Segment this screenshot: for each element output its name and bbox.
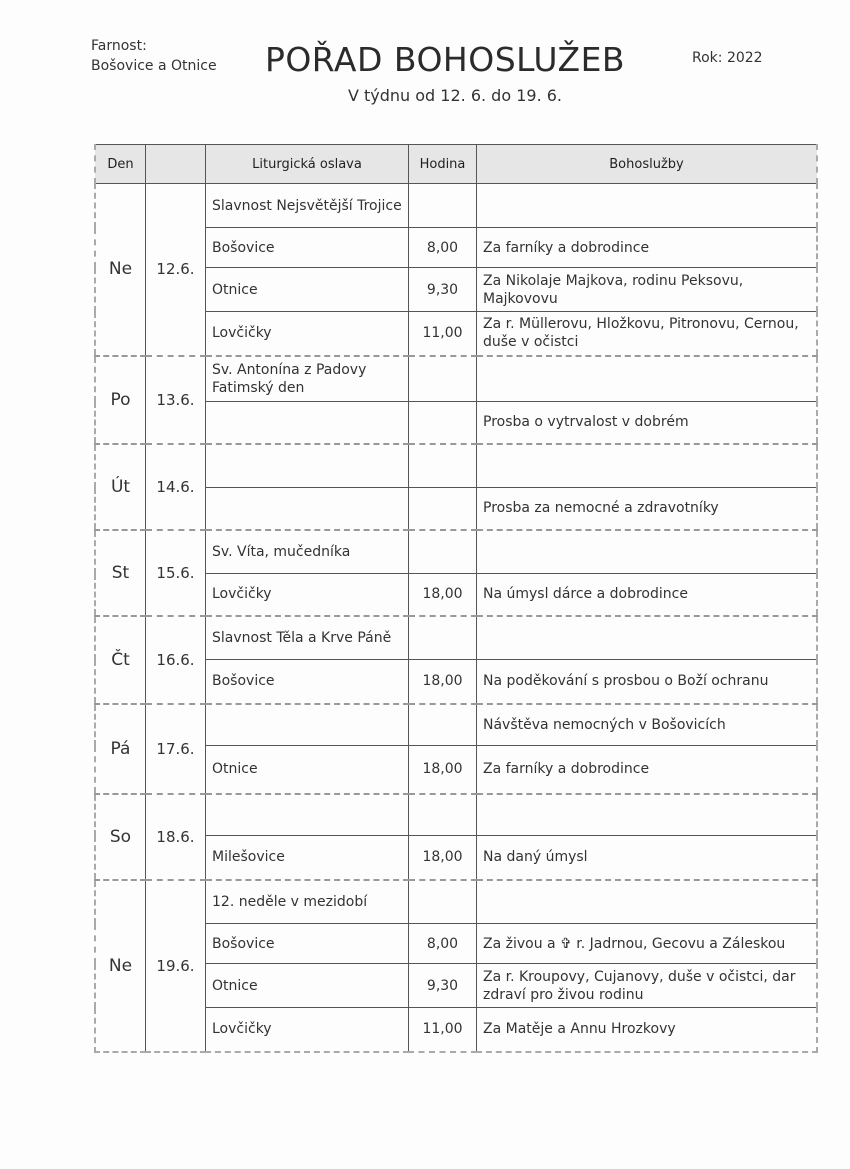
col-header-den: Den bbox=[95, 145, 146, 184]
parish-label: Farnost: bbox=[91, 38, 147, 54]
schedule-body bbox=[95, 184, 817, 1052]
service-cell: Za živou a ✞ r. Jadrnou, Gecovu a Záleskou bbox=[477, 924, 818, 964]
liturgy-cell: Sv. Antonína z Padovy Fatimský den bbox=[206, 356, 409, 402]
date-cell: 17.6. bbox=[146, 704, 206, 794]
service-cell: Za Nikolaje Majkova, rodinu Peksovu, Majkovovu bbox=[477, 268, 818, 312]
hour-cell bbox=[409, 704, 477, 746]
liturgy-cell: Milešovice bbox=[206, 836, 409, 880]
service-cell: Prosba za nemocné a zdravotníky bbox=[477, 488, 818, 530]
table-row bbox=[95, 444, 817, 488]
liturgy-cell: 12. neděle v mezidobí bbox=[206, 880, 409, 924]
liturgy-cell bbox=[206, 704, 409, 746]
hour-cell: 11,00 bbox=[409, 312, 477, 356]
service-cell: Za Matěje a Annu Hrozkovy bbox=[477, 1008, 818, 1052]
date-cell: 15.6. bbox=[146, 530, 206, 616]
table-row bbox=[95, 356, 817, 402]
day-name-cell: Po bbox=[95, 356, 146, 444]
col-header-services: Bohoslužby bbox=[477, 145, 818, 184]
service-cell bbox=[477, 794, 818, 836]
hour-cell bbox=[409, 880, 477, 924]
liturgy-cell: Otnice bbox=[206, 268, 409, 312]
week-subtitle-text: V týdnu od 12. 6. do 19. 6. bbox=[347, 86, 563, 105]
table-row bbox=[95, 530, 817, 574]
service-cell: Na poděkování s prosbou o Boží ochranu bbox=[477, 660, 818, 704]
liturgy-cell bbox=[206, 444, 409, 488]
week-subtitle bbox=[0, 86, 850, 105]
hour-cell: 9,30 bbox=[409, 964, 477, 1008]
day-name-cell: So bbox=[95, 794, 146, 880]
liturgy-cell: Bošovice bbox=[206, 660, 409, 704]
service-cell: Za r. Müllerovu, Hložkovu, Pitronovu, Cernou, duše v očistci bbox=[477, 312, 818, 356]
liturgy-cell: Slavnost Nejsvětější Trojice bbox=[206, 184, 409, 228]
liturgy-cell: Slavnost Těla a Krve Páně bbox=[206, 616, 409, 660]
hour-cell: 18,00 bbox=[409, 660, 477, 704]
hour-cell bbox=[409, 530, 477, 574]
liturgy-cell: Sv. Víta, mučedníka bbox=[206, 530, 409, 574]
date-cell: 19.6. bbox=[146, 880, 206, 1052]
liturgy-cell: Otnice bbox=[206, 964, 409, 1008]
hour-cell bbox=[409, 356, 477, 402]
liturgy-cell: Bošovice bbox=[206, 924, 409, 964]
parish-name: Bošovice a Otnice bbox=[91, 58, 217, 74]
date-cell: 16.6. bbox=[146, 616, 206, 704]
service-cell bbox=[477, 356, 818, 402]
table-row bbox=[95, 616, 817, 660]
table-row bbox=[95, 794, 817, 836]
service-cell: Prosba o vytrvalost v dobrém bbox=[477, 402, 818, 444]
service-cell bbox=[477, 880, 818, 924]
service-cell: Za r. Kroupovy, Cujanovy, duše v očistci, dar zdraví pro živou rodinu bbox=[477, 964, 818, 1008]
service-cell: Za farníky a dobrodince bbox=[477, 746, 818, 794]
service-cell: Návštěva nemocných v Bošovicích bbox=[477, 704, 818, 746]
day-name-cell: Út bbox=[95, 444, 146, 530]
hour-cell bbox=[409, 402, 477, 444]
day-name-cell: Čt bbox=[95, 616, 146, 704]
date-cell: 12.6. bbox=[146, 184, 206, 356]
liturgy-cell bbox=[206, 488, 409, 530]
hour-cell: 8,00 bbox=[409, 924, 477, 964]
day-name-cell: Pá bbox=[95, 704, 146, 794]
liturgy-cell: Otnice bbox=[206, 746, 409, 794]
service-cell bbox=[477, 616, 818, 660]
table-header-row bbox=[95, 145, 817, 184]
hour-cell bbox=[409, 184, 477, 228]
liturgy-cell bbox=[206, 402, 409, 444]
service-cell bbox=[477, 444, 818, 488]
hour-cell: 18,00 bbox=[409, 746, 477, 794]
service-cell: Na úmysl dárce a dobrodince bbox=[477, 574, 818, 616]
hour-cell: 9,30 bbox=[409, 268, 477, 312]
table-row bbox=[95, 704, 817, 746]
col-header-hour: Hodina bbox=[409, 145, 477, 184]
schedule-table bbox=[94, 144, 818, 1053]
table-row bbox=[95, 184, 817, 228]
hour-cell: 18,00 bbox=[409, 574, 477, 616]
date-cell: 13.6. bbox=[146, 356, 206, 444]
day-name-cell: St bbox=[95, 530, 146, 616]
hour-cell bbox=[409, 444, 477, 488]
hour-cell: 8,00 bbox=[409, 228, 477, 268]
date-cell: 14.6. bbox=[146, 444, 206, 530]
hour-cell bbox=[409, 488, 477, 530]
date-cell: 18.6. bbox=[146, 794, 206, 880]
service-cell: Na daný úmysl bbox=[477, 836, 818, 880]
liturgy-cell: Lovčičky bbox=[206, 312, 409, 356]
service-cell: Za farníky a dobrodince bbox=[477, 228, 818, 268]
liturgy-cell: Lovčičky bbox=[206, 1008, 409, 1052]
year-label: Rok: 2022 bbox=[692, 50, 763, 66]
table-row bbox=[95, 880, 817, 924]
day-name-cell: Ne bbox=[95, 880, 146, 1052]
hour-cell bbox=[409, 794, 477, 836]
hour-cell: 11,00 bbox=[409, 1008, 477, 1052]
liturgy-cell: Bošovice bbox=[206, 228, 409, 268]
col-header-liturgy: Liturgická oslava bbox=[206, 145, 409, 184]
hour-cell bbox=[409, 616, 477, 660]
page-title-text: POŘAD BOHOSLUŽEB bbox=[264, 40, 626, 79]
service-cell bbox=[477, 530, 818, 574]
day-name-cell: Ne bbox=[95, 184, 146, 356]
service-cell bbox=[477, 184, 818, 228]
liturgy-cell: Lovčičky bbox=[206, 574, 409, 616]
col-header-date bbox=[146, 145, 206, 184]
hour-cell: 18,00 bbox=[409, 836, 477, 880]
liturgy-cell bbox=[206, 794, 409, 836]
